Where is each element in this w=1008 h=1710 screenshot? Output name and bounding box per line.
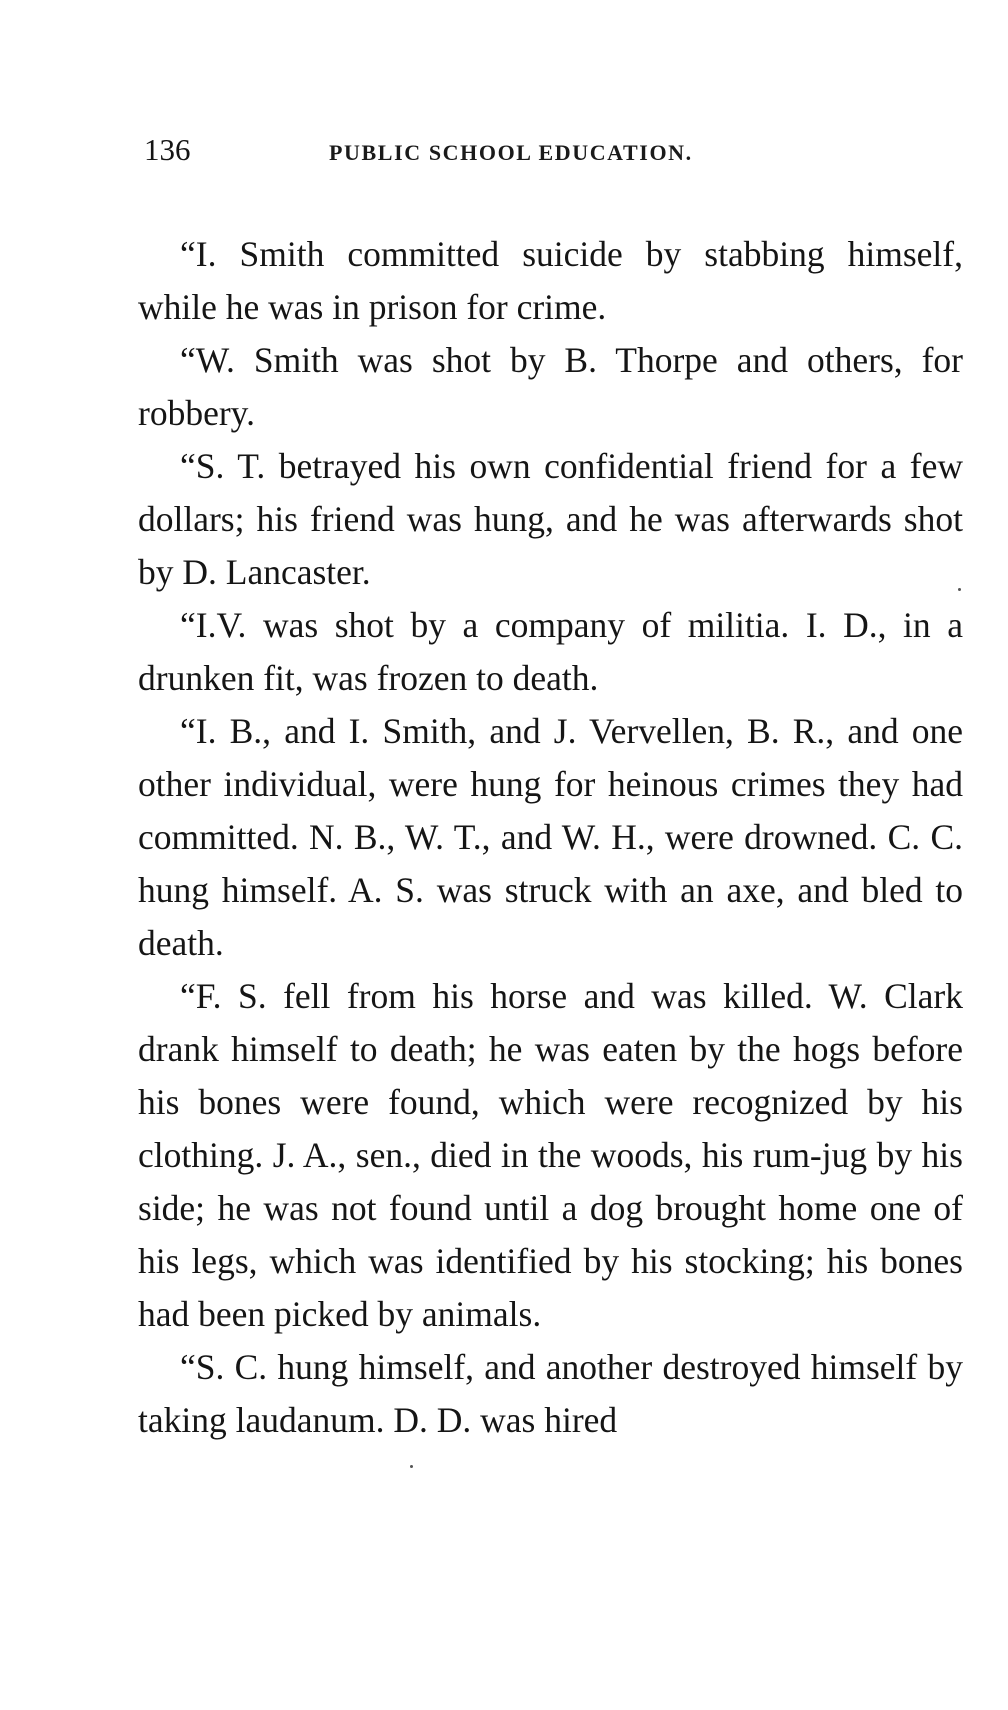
print-speck — [958, 588, 961, 591]
paragraph: “I.V. was shot by a company of militia. I. D., in a drunken fit, was frozen to death. — [138, 605, 963, 698]
paragraph: “F. S. fell from his horse and was killed. W. Clark drank himself to death; he was eaten by the hogs before his bones were found, which were recognized by his clothing. J. A., sen., died in the woods, his rum-jug by his side; he was not found until a dog brought home one of his legs, which was identified by his stocking; his bones had been picked by animals. — [138, 976, 963, 1334]
print-speck — [410, 1465, 413, 1468]
running-head: PUBLIC SCHOOL EDUCATION. — [329, 140, 693, 165]
paragraph: “I. B., and I. Smith, and J. Vervellen, B. R., and one other individual, were hung for heinous crimes they had committed. N. B., W. T., and W. H., were drowned. C. C. hung himself. A. S. was struck with an axe, and bled to death. — [138, 711, 963, 963]
page-header — [144, 132, 944, 182]
body-text — [138, 228, 963, 1447]
paragraph: “S. C. hung himself, and another destroyed himself by taking laudanum. D. D. was hired — [138, 1347, 963, 1440]
paragraph: “S. T. betrayed his own confidential friend for a few dollars; his friend was hung, and he was afterwards shot by D. Lancaster. — [138, 446, 963, 592]
page-number: 136 — [144, 132, 191, 167]
paragraph: “W. Smith was shot by B. Thorpe and others, for robbery. — [138, 340, 963, 433]
paragraph: “I. Smith committed suicide by stabbing himself, while he was in prison for crime. — [138, 234, 963, 327]
